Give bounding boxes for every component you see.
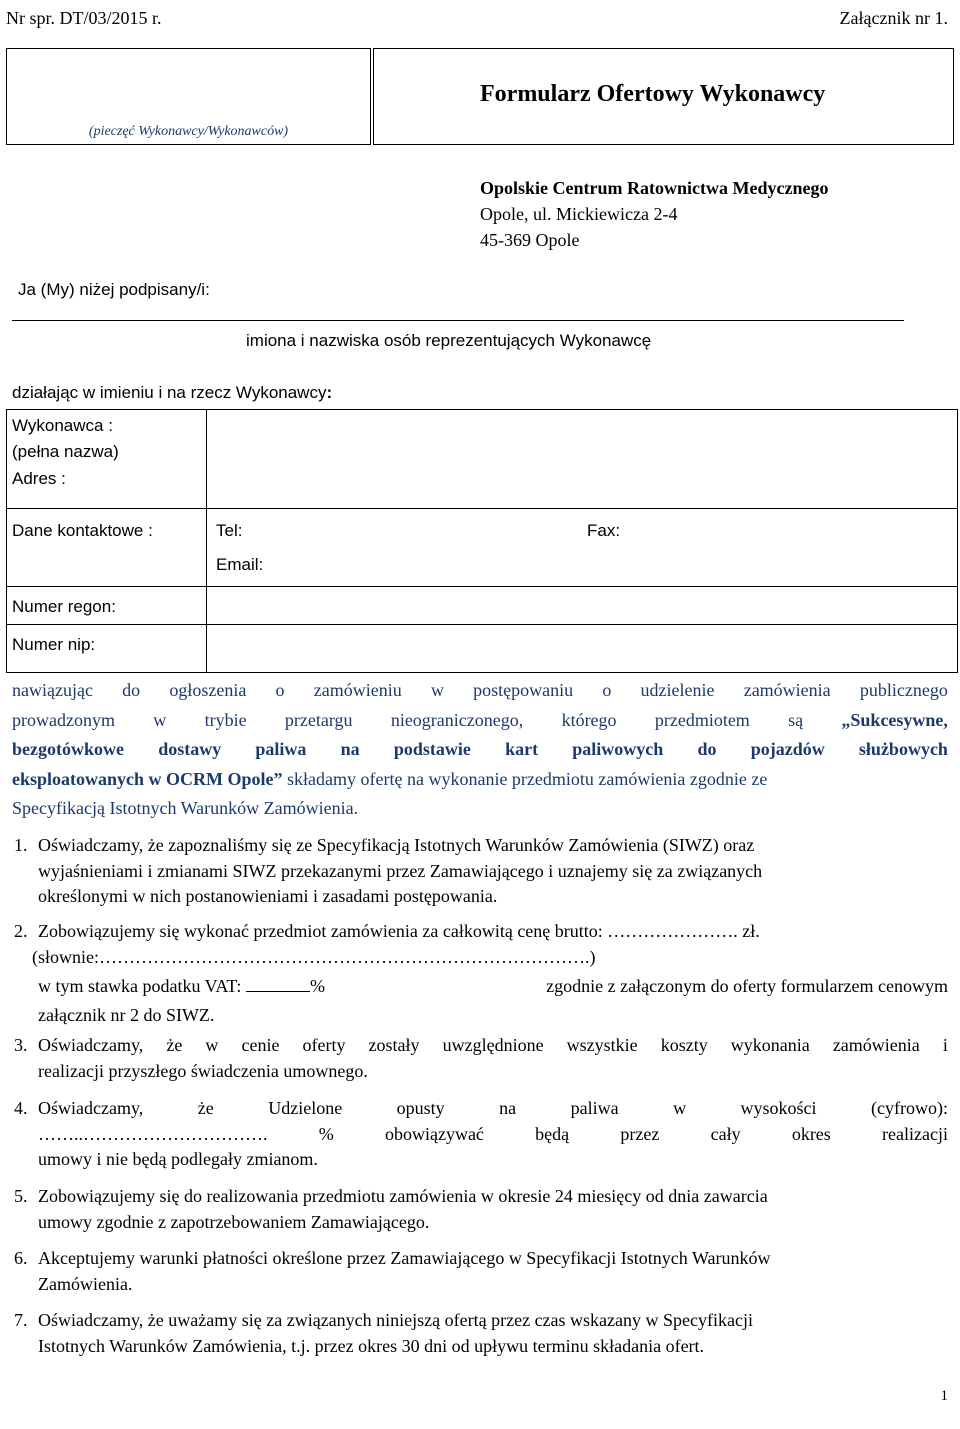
price-field[interactable]: …………………. zł.	[602, 921, 760, 941]
item-line: Istotnych Warunków Zamówienia, t.j. przez okres 30 dni od upływu terminu składania ofert.	[38, 1335, 705, 1356]
item-line: realizacji przyszłego świadczenia umownego.	[38, 1060, 368, 1081]
item-1-number: 1.	[14, 835, 28, 855]
item-line: Oświadczamy, że Udzielone opusty na paliwa w wysokości (cyfrowo):	[38, 1098, 948, 1118]
signatory-label: Ja (My) niżej podpisany/i:	[18, 280, 210, 299]
item-line: Zobowiązujemy się do realizowania przedmiotu zamówienia w okresie 24 miesięcy od dnia zawarcia	[38, 1186, 768, 1206]
addressee-street: Opole, ul. Mickiewicza 2-4	[480, 204, 678, 224]
item-line: ……..…………………………. % obowiązywać będą przez cały okres realizacji	[38, 1122, 948, 1148]
intro-line: eksploatowanych w OCRM Opole” składamy ofertę na wykonanie przedmiotu zamówienia zgodnie ze	[12, 768, 768, 789]
contractor-sub-label: (pełna nazwa)	[12, 442, 119, 461]
item-4-text	[38, 1096, 948, 1173]
table-row-divider	[6, 508, 958, 509]
item-line: Oświadczamy, że w cenie oferty zostały uwzględnione wszystkie koszty wykonania zamówienia i	[38, 1035, 948, 1055]
item-line: wyjaśnieniami i zmianami SIWZ przekazanymi przez Zamawiającego i uznajemy się za związanych	[38, 860, 763, 881]
email-label: Email:	[216, 555, 264, 574]
table-row-divider	[6, 586, 958, 587]
nip-label: Numer nip:	[12, 635, 96, 654]
intro-paragraph	[12, 676, 948, 824]
item-7-number: 7.	[14, 1310, 28, 1330]
item-line: Zamówienia.	[38, 1273, 133, 1294]
item-5-number: 5.	[14, 1186, 28, 1206]
attachment-label: Załącznik nr 1.	[839, 8, 948, 28]
contractor-name-field[interactable]	[210, 412, 954, 506]
stamp-box	[6, 48, 371, 145]
address-label: Adres :	[12, 469, 66, 488]
discount-field[interactable]: ……..………………………….	[38, 1123, 268, 1144]
item-1-text	[38, 833, 762, 910]
intro-line: prowadzonym w trybie przetargu nieograniczonego, którego przedmiotem są „Sukcesywne,	[12, 709, 948, 730]
regon-field[interactable]	[210, 589, 954, 622]
fax-label: Fax:	[587, 521, 621, 540]
vat-line: w tym stawka podatku VAT: % zgodnie z załączonym do oferty formularzem cenowym	[38, 976, 948, 996]
item-5-text	[38, 1184, 768, 1235]
contact-label: Dane kontaktowe :	[12, 521, 153, 540]
acting-label: działając w imieniu i na rzecz Wykonawcy:	[12, 383, 333, 402]
intro-line: nawiązując do ogłoszenia o zamówieniu w postępowaniu o udzielenie zamówienia publicznego	[12, 680, 948, 700]
item-6-text	[38, 1246, 770, 1297]
addressee-name: Opolskie Centrum Ratownictwa Medycznego	[480, 178, 829, 198]
case-reference: Nr spr. DT/03/2015 r.	[6, 8, 162, 28]
item-2-number: 2.	[14, 921, 28, 941]
addressee-city: 45-369 Opole	[480, 230, 580, 250]
item-line: Zobowiązujemy się wykonać przedmiot zamówienia za całkowitą cenę brutto: …………………. zł.	[38, 921, 760, 941]
item-3-number: 3.	[14, 1035, 28, 1055]
signatory-name-line[interactable]	[12, 320, 904, 321]
item-4-number: 4.	[14, 1098, 28, 1118]
intro-line: bezgotówkowe dostawy paliwa na podstawie kart paliwowych do pojazdów służbowych	[12, 739, 948, 759]
form-title: Formularz Ofertowy Wykonawcy	[480, 81, 826, 107]
stamp-caption: (pieczęć Wykonawcy/Wykonawców)	[88, 124, 289, 139]
item-line: Oświadczamy, że uważamy się za związanych niniejszą ofertą przez czas wskazany w Specyfikacji	[38, 1310, 753, 1330]
item-line: Akceptujemy warunki płatności określone przez Zamawiającego w Specyfikacji Istotnych Warunków	[38, 1248, 771, 1268]
page-number: 1	[940, 1388, 948, 1404]
item-line: umowy zgodnie z zapotrzebowaniem Zamawiającego.	[38, 1211, 430, 1232]
table-column-divider	[206, 409, 207, 673]
item-line: załącznik nr 2 do SIWZ.	[38, 1005, 215, 1025]
signatory-caption: imiona i nazwiska osób reprezentujących Wykonawcę	[246, 331, 652, 350]
regon-label: Numer regon:	[12, 597, 116, 616]
item-7-text	[38, 1308, 753, 1359]
intro-line: Specyfikacją Istotnych Warunków Zamówienia.	[12, 798, 359, 818]
item-2-text	[32, 919, 760, 970]
item-line: Oświadczamy, że zapoznaliśmy się ze Specyfikacją Istotnych Warunków Zamówienia (SIWZ) oraz	[38, 835, 755, 855]
item-6-number: 6.	[14, 1248, 28, 1268]
table-row-divider	[6, 624, 958, 625]
item-line: umowy i nie będą podlegały zmianom.	[38, 1149, 318, 1169]
item-3-text	[38, 1033, 948, 1084]
price-words-field[interactable]: (słownie:……………………………………………………………………….)	[32, 946, 596, 967]
vat-rate-field[interactable]	[246, 991, 310, 992]
nip-field[interactable]	[210, 627, 954, 671]
tel-label: Tel:	[216, 521, 243, 540]
item-line: określonymi w nich postanowieniami i zasadami postępowania.	[38, 886, 498, 906]
contractor-label: Wykonawca :	[12, 416, 113, 435]
title-box	[373, 48, 954, 145]
